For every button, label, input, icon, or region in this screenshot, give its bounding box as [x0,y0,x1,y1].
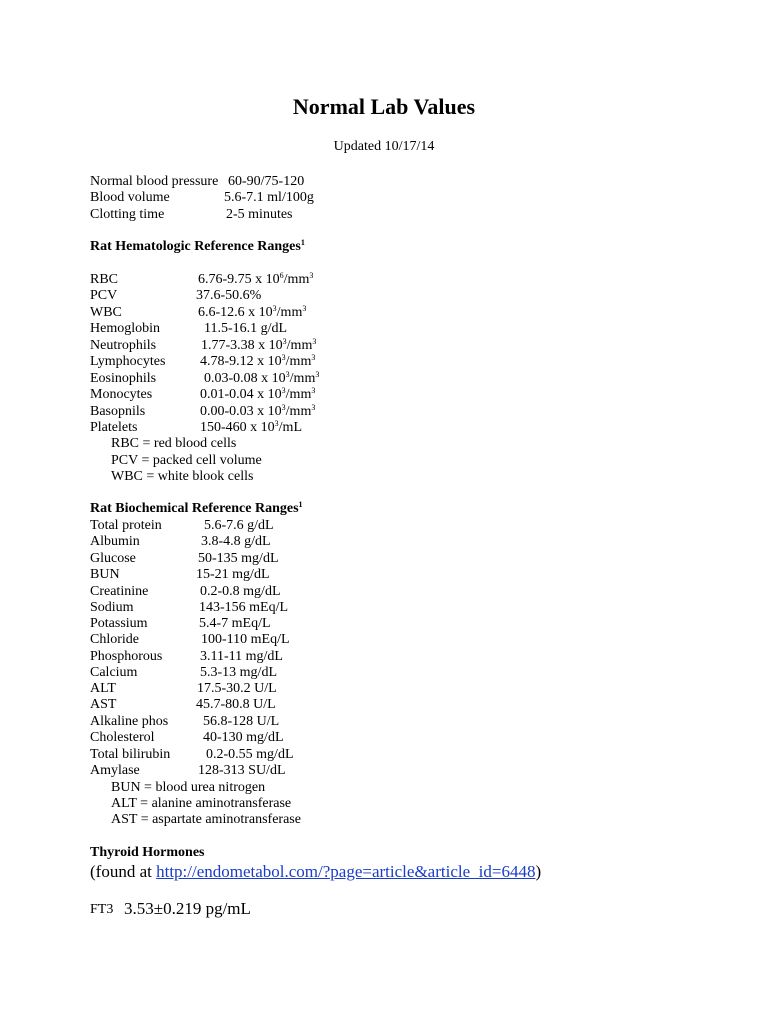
thyroid-heading: Thyroid Hormones [90,845,205,860]
biochemistry-heading: Rat Biochemical Reference Ranges$^1$ [90,500,303,516]
ft3-label: FT3 [90,902,114,917]
biochemistry-value: 128-313 SU/dL [198,763,286,778]
hematology-label: Lymphocytes [90,354,166,369]
biochemistry-value: 3.11-11 mg/dL [200,649,283,664]
hematology-value: 1.77-3.38 x $10^3/mm^3$ [201,337,317,353]
biochemistry-value: 5.3-13 mg/dL [200,665,277,680]
biochemistry-value: 45.7-80.8 U/L [196,697,276,712]
hematology-label: Eosinophils [90,371,157,386]
biochemistry-value: 3.8-4.8 g/dL [201,534,271,549]
hematology-label: Basopnils [90,404,146,419]
biochemistry-label: Cholesterol [90,730,155,745]
biochemistry-label: ALT [90,681,116,696]
biochemistry-label: Albumin [90,534,140,549]
hematology-value: 0.00-0.03 x $10^3/mm^3$ [200,403,316,419]
biochemistry-label: Creatinine [90,584,149,599]
biochemistry-value: 56.8-128 U/L [203,714,280,729]
biochemistry-value: 100-110 mEq/L [201,632,290,647]
biochemistry-note: ALT = alanine aminotransferase [111,796,292,811]
biochemistry-value: 15-21 mg/dL [196,567,270,582]
biochemistry-value: 40-130 mg/dL [203,730,284,745]
hematology-label: RBC [90,272,119,287]
source-link[interactable]: http://endometabol.com/?page=article&article_id=6448 [156,862,536,881]
hematology-label: Platelets [90,420,138,435]
general-label: Clotting time [90,207,165,222]
biochemistry-label: Chloride [90,632,139,647]
biochemistry-value: 0.2-0.8 mg/dL [200,584,281,599]
hematology-value: 4.78-9.12 x $10^3/mm^3$ [200,353,316,369]
hematology-label: Neutrophils [90,338,157,353]
hematology-label: Monocytes [90,387,153,402]
hematology-value: 6.6-12.6 x $10^3/mm^3$ [198,304,307,320]
hematology-value: 6.76-9.75 x $10^6/mm^3$ [198,271,314,287]
hematology-label: Hemoglobin [90,321,160,336]
ft3-value: 3.53±0.219 pg/mL [124,899,251,918]
updated-date: Updated 10/17/14 [333,139,435,154]
biochemistry-value: 0.2-0.55 mg/dL [206,747,294,762]
hematology-note: PCV = packed cell volume [111,453,262,468]
hematology-value: 0.03-0.08 x $10^3/mm^3$ [204,370,320,386]
general-label: Normal blood pressure [90,174,219,189]
biochemistry-value: 17.5-30.2 U/L [197,681,277,696]
hematology-label: PCV [90,288,118,303]
general-value: 60-90/75-120 [228,174,305,189]
general-value: 5.6-7.1 ml/100g [224,190,314,205]
biochemistry-value: 5.6-7.6 g/dL [204,518,274,533]
general-value: 2-5 minutes [226,207,293,222]
biochemistry-label: Phosphorous [90,649,163,664]
hematology-value: 0.01-0.04 x $10^3/mm^3$ [200,386,316,402]
general-label: Blood volume [90,190,170,205]
page-title: Normal Lab Values [292,94,476,119]
biochemistry-note: AST = aspartate aminotransferase [111,812,301,827]
biochemistry-label: Amylase [90,763,140,778]
biochemistry-label: BUN [90,567,120,582]
biochemistry-label: Sodium [90,600,134,615]
biochemistry-value: 143-156 mEq/L [199,600,289,615]
biochemistry-label: Total bilirubin [90,747,171,762]
biochemistry-label: Calcium [90,665,138,680]
biochemistry-label: AST [90,697,117,712]
hematology-value: 37.6-50.6% [196,288,262,303]
biochemistry-label: Potassium [90,616,148,631]
hematology-heading: Rat Hematologic Reference Ranges$^1$ [90,238,305,254]
hematology-value: 150-460 x $10^3/mL$ [200,419,303,435]
thyroid-source: (found at http://endometabol.com/?page=article&article_id=6448) [90,862,542,881]
hematology-note: WBC = white blook cells [111,469,254,484]
biochemistry-value: 5.4-7 mEq/L [199,616,271,631]
biochemistry-label: Glucose [90,551,136,566]
biochemistry-value: 50-135 mg/dL [198,551,279,566]
biochemistry-note: BUN = blood urea nitrogen [111,780,266,795]
biochemistry-label: Alkaline phos [90,714,169,729]
biochemistry-label: Total protein [90,518,162,533]
hematology-note: RBC = red blood cells [111,436,237,451]
hematology-value: 11.5-16.1 g/dL [204,321,288,336]
hematology-label: WBC [90,305,122,320]
